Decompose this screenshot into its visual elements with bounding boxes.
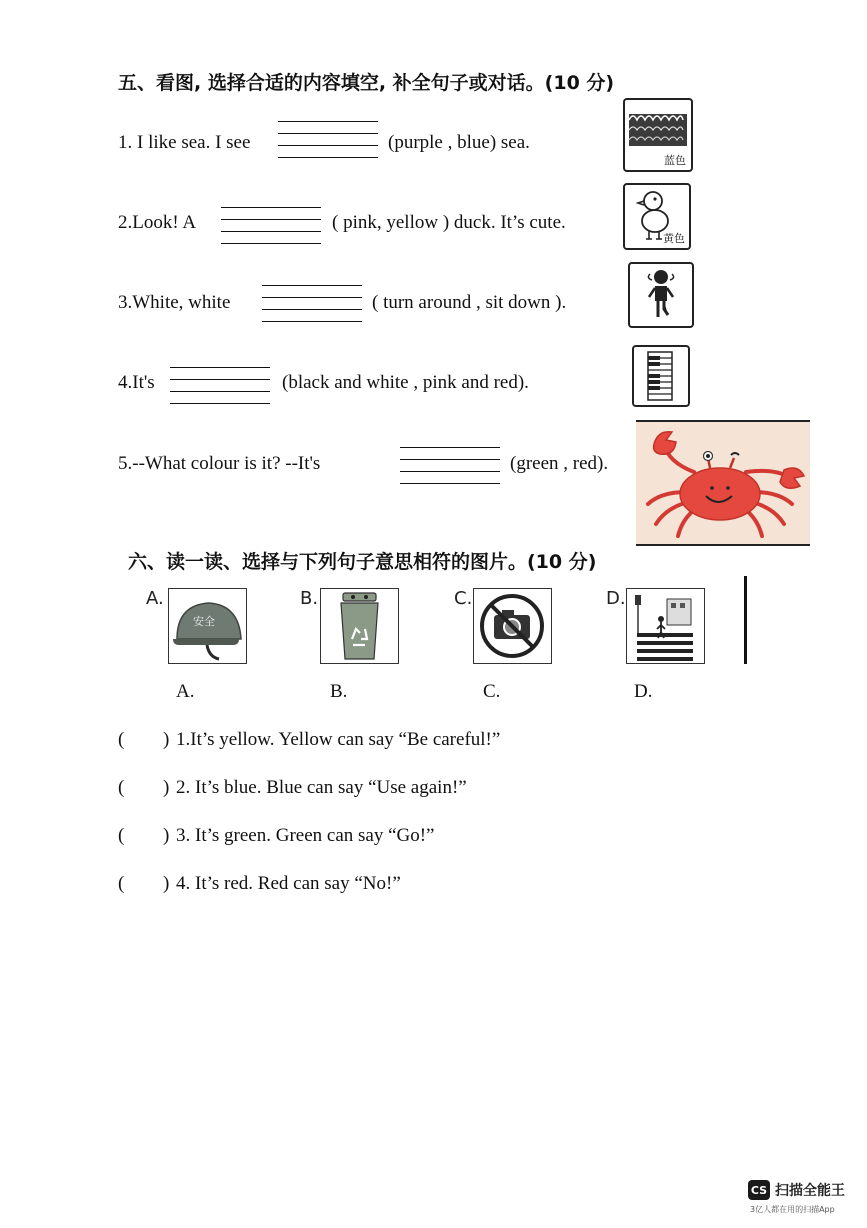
q4-text-before: 4.It's <box>118 372 155 393</box>
q6-1-close-paren: ) <box>163 729 170 750</box>
q3-answer-blank[interactable] <box>262 284 362 322</box>
section6-title: 六、读一读、选择与下列句子意思相符的图片。(10 分) <box>128 551 597 573</box>
q1-text-before: 1. I like sea. I see <box>118 132 251 153</box>
piano-keys-picture <box>632 345 690 407</box>
q6-1-answer-slot[interactable] <box>130 729 160 753</box>
helmet-label: 安全 <box>193 615 215 628</box>
watermark-tagline: 3亿人都在用的扫描App <box>750 1205 835 1214</box>
option-c-letter: C. <box>454 588 473 609</box>
option-b-label: B. <box>330 681 348 702</box>
q6-4-close-paren: ) <box>163 873 170 894</box>
q4-answer-blank[interactable] <box>170 366 270 404</box>
crosswalk-icon <box>627 589 704 663</box>
option-a-picture[interactable] <box>168 588 247 664</box>
sea-picture-caption: 蓝色 <box>664 154 686 167</box>
q6-3-close-paren: ) <box>163 825 170 846</box>
q5-text-after: (green , red). <box>510 453 609 474</box>
piano-keys-icon <box>634 347 688 405</box>
person-turning-icon <box>630 264 692 326</box>
q6-2-answer-slot[interactable] <box>130 777 160 801</box>
q2-answer-blank[interactable] <box>221 206 321 244</box>
q6-1-open-paren: ( <box>118 729 125 750</box>
q6-2-open-paren: ( <box>118 777 125 798</box>
option-a-label: A. <box>176 681 195 702</box>
option-d-picture[interactable] <box>626 588 705 664</box>
crab-icon <box>636 422 810 544</box>
q6-1-text: 1.It’s yellow. Yellow can say “Be careful!” <box>176 729 501 750</box>
q2-text-after: ( pink, yellow ) duck. It’s cute. <box>332 212 566 233</box>
duck-picture <box>623 183 691 250</box>
q6-2-text: 2. It’s blue. Blue can say “Use again!” <box>176 777 467 798</box>
q3-text-before: 3.White, white <box>118 292 231 313</box>
option-d-label: D. <box>634 681 653 702</box>
watermark-name: 扫描全能王 <box>775 1183 845 1199</box>
option-a-letter: A. <box>146 588 164 609</box>
q6-3-open-paren: ( <box>118 825 125 846</box>
q6-4-text: 4. It’s red. Red can say “No!” <box>176 873 401 894</box>
q4-text-after: (black and white , pink and red). <box>282 372 529 393</box>
q1-answer-blank[interactable] <box>278 120 378 158</box>
sea-picture <box>623 98 693 172</box>
no-camera-icon <box>474 589 551 663</box>
option-b-picture[interactable] <box>320 588 399 664</box>
q6-3-answer-slot[interactable] <box>130 825 160 849</box>
q1-text-after: (purple , blue) sea. <box>388 132 530 153</box>
q6-2-close-paren: ) <box>163 777 170 798</box>
q6-3-text: 3. It’s green. Green can say “Go!” <box>176 825 435 846</box>
duck-picture-caption: 黄色 <box>663 232 685 245</box>
scanner-watermark <box>748 1180 845 1200</box>
q5-text-before: 5.--What colour is it? --It's <box>118 453 321 474</box>
recycle-bin-icon <box>321 589 398 663</box>
q6-4-open-paren: ( <box>118 873 125 894</box>
crab-picture <box>636 420 810 546</box>
q2-text-before: 2.Look! A <box>118 212 197 233</box>
option-d-letter: D. <box>606 588 626 609</box>
section5-title: 五、看图, 选择合适的内容填空, 补全句子或对话。(10 分) <box>118 72 615 94</box>
camscanner-logo-icon: CS <box>748 1180 770 1200</box>
q5-answer-blank[interactable] <box>400 446 500 484</box>
q6-4-answer-slot[interactable] <box>130 873 160 897</box>
scan-edge-line <box>744 576 747 664</box>
turn-around-picture <box>628 262 694 328</box>
q3-text-after: ( turn around , sit down ). <box>372 292 567 313</box>
option-c-picture[interactable] <box>473 588 552 664</box>
option-b-letter: B. <box>300 588 319 609</box>
option-c-label: C. <box>483 681 501 702</box>
